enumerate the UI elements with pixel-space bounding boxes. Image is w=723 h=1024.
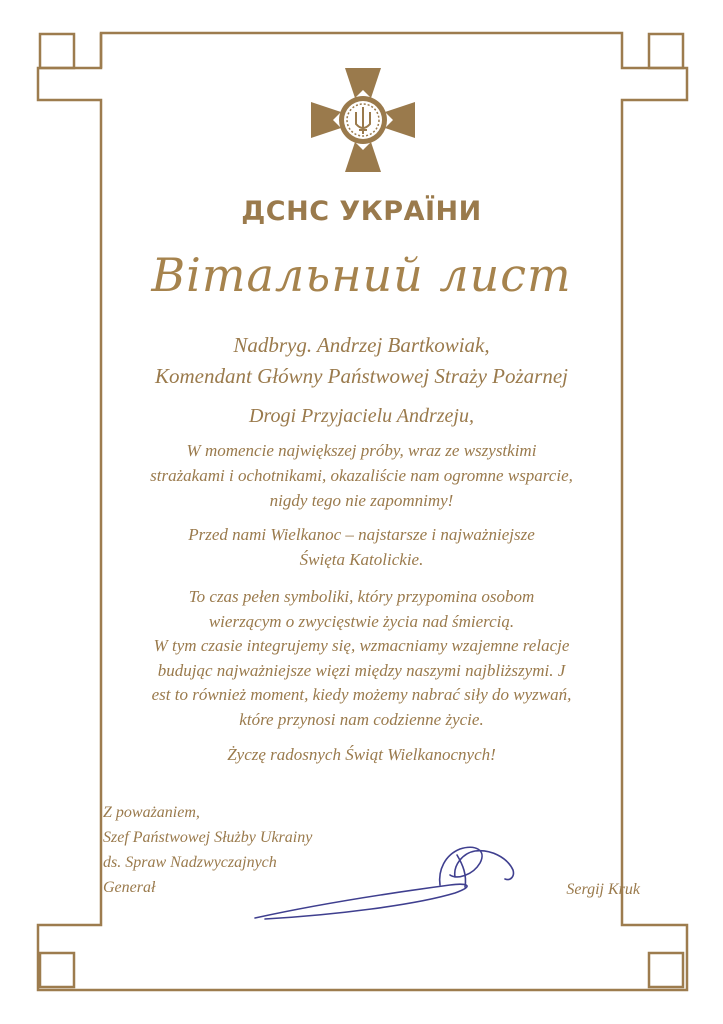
paragraph-2 [60, 522, 663, 572]
addressee [60, 330, 663, 392]
handwritten-signature [245, 835, 525, 930]
closing-line: Szef Państwowej Służby Ukrainy [103, 829, 313, 846]
paragraph-line: które przynosi nam codzienne życie. [239, 709, 484, 729]
paragraph-line: strażakami i ochotnikami, okazaliście nam ogromne wsparcie, [150, 466, 573, 485]
paragraph-line: Święta Katolickie. [299, 550, 424, 569]
paragraph-line: To czas pełen symboliki, który przypomina osobom [188, 587, 535, 606]
paragraph-line: W momencie największej próby, wraz ze wszystkimi [186, 441, 537, 460]
letter-title: Вітальний лист [151, 248, 572, 302]
addressee-line: Nadbryg. Andrzej Bartkowiak, [233, 333, 490, 357]
paragraph-3 [60, 585, 663, 732]
paragraph-line: Przed nami Wielkanoc – najstarsze i najważniejsze [188, 525, 535, 544]
paragraph-line: wierzącym o zwycięstwie życia nad śmiercią. [208, 611, 515, 631]
addressee-line: Komendant Główny Państwowej Straży Pożarnej [155, 364, 568, 388]
paragraph-line: est to również moment, kiedy możemy nabrać siły do wyzwań, [151, 685, 572, 704]
greeting: Drogi Przyjacielu Andrzeju, [249, 405, 474, 427]
paragraph-line: W tym czasie integrujemy się, wzmacniamy wzajemne relacje [153, 636, 570, 655]
easter-wish: Życzę radosnych Świąt Wielkanocnych! [227, 745, 496, 764]
agency-name: ДСНС УКРАЇНИ [241, 196, 482, 227]
paragraph-line: nigdy tego nie zapomnimy! [269, 491, 454, 510]
paragraph-1 [60, 438, 663, 513]
dsns-cross-emblem-icon [311, 68, 415, 172]
closing-line: Z poważaniem, [103, 804, 200, 821]
paragraph-line: budując najważniejsze więzi między naszymi najbliższymi. J [157, 660, 566, 680]
closing-line: ds. Spraw Nadzwyczajnych [103, 854, 277, 871]
signatory-name: Sergij Kruk [566, 881, 640, 898]
closing-line: Generał [103, 879, 156, 896]
